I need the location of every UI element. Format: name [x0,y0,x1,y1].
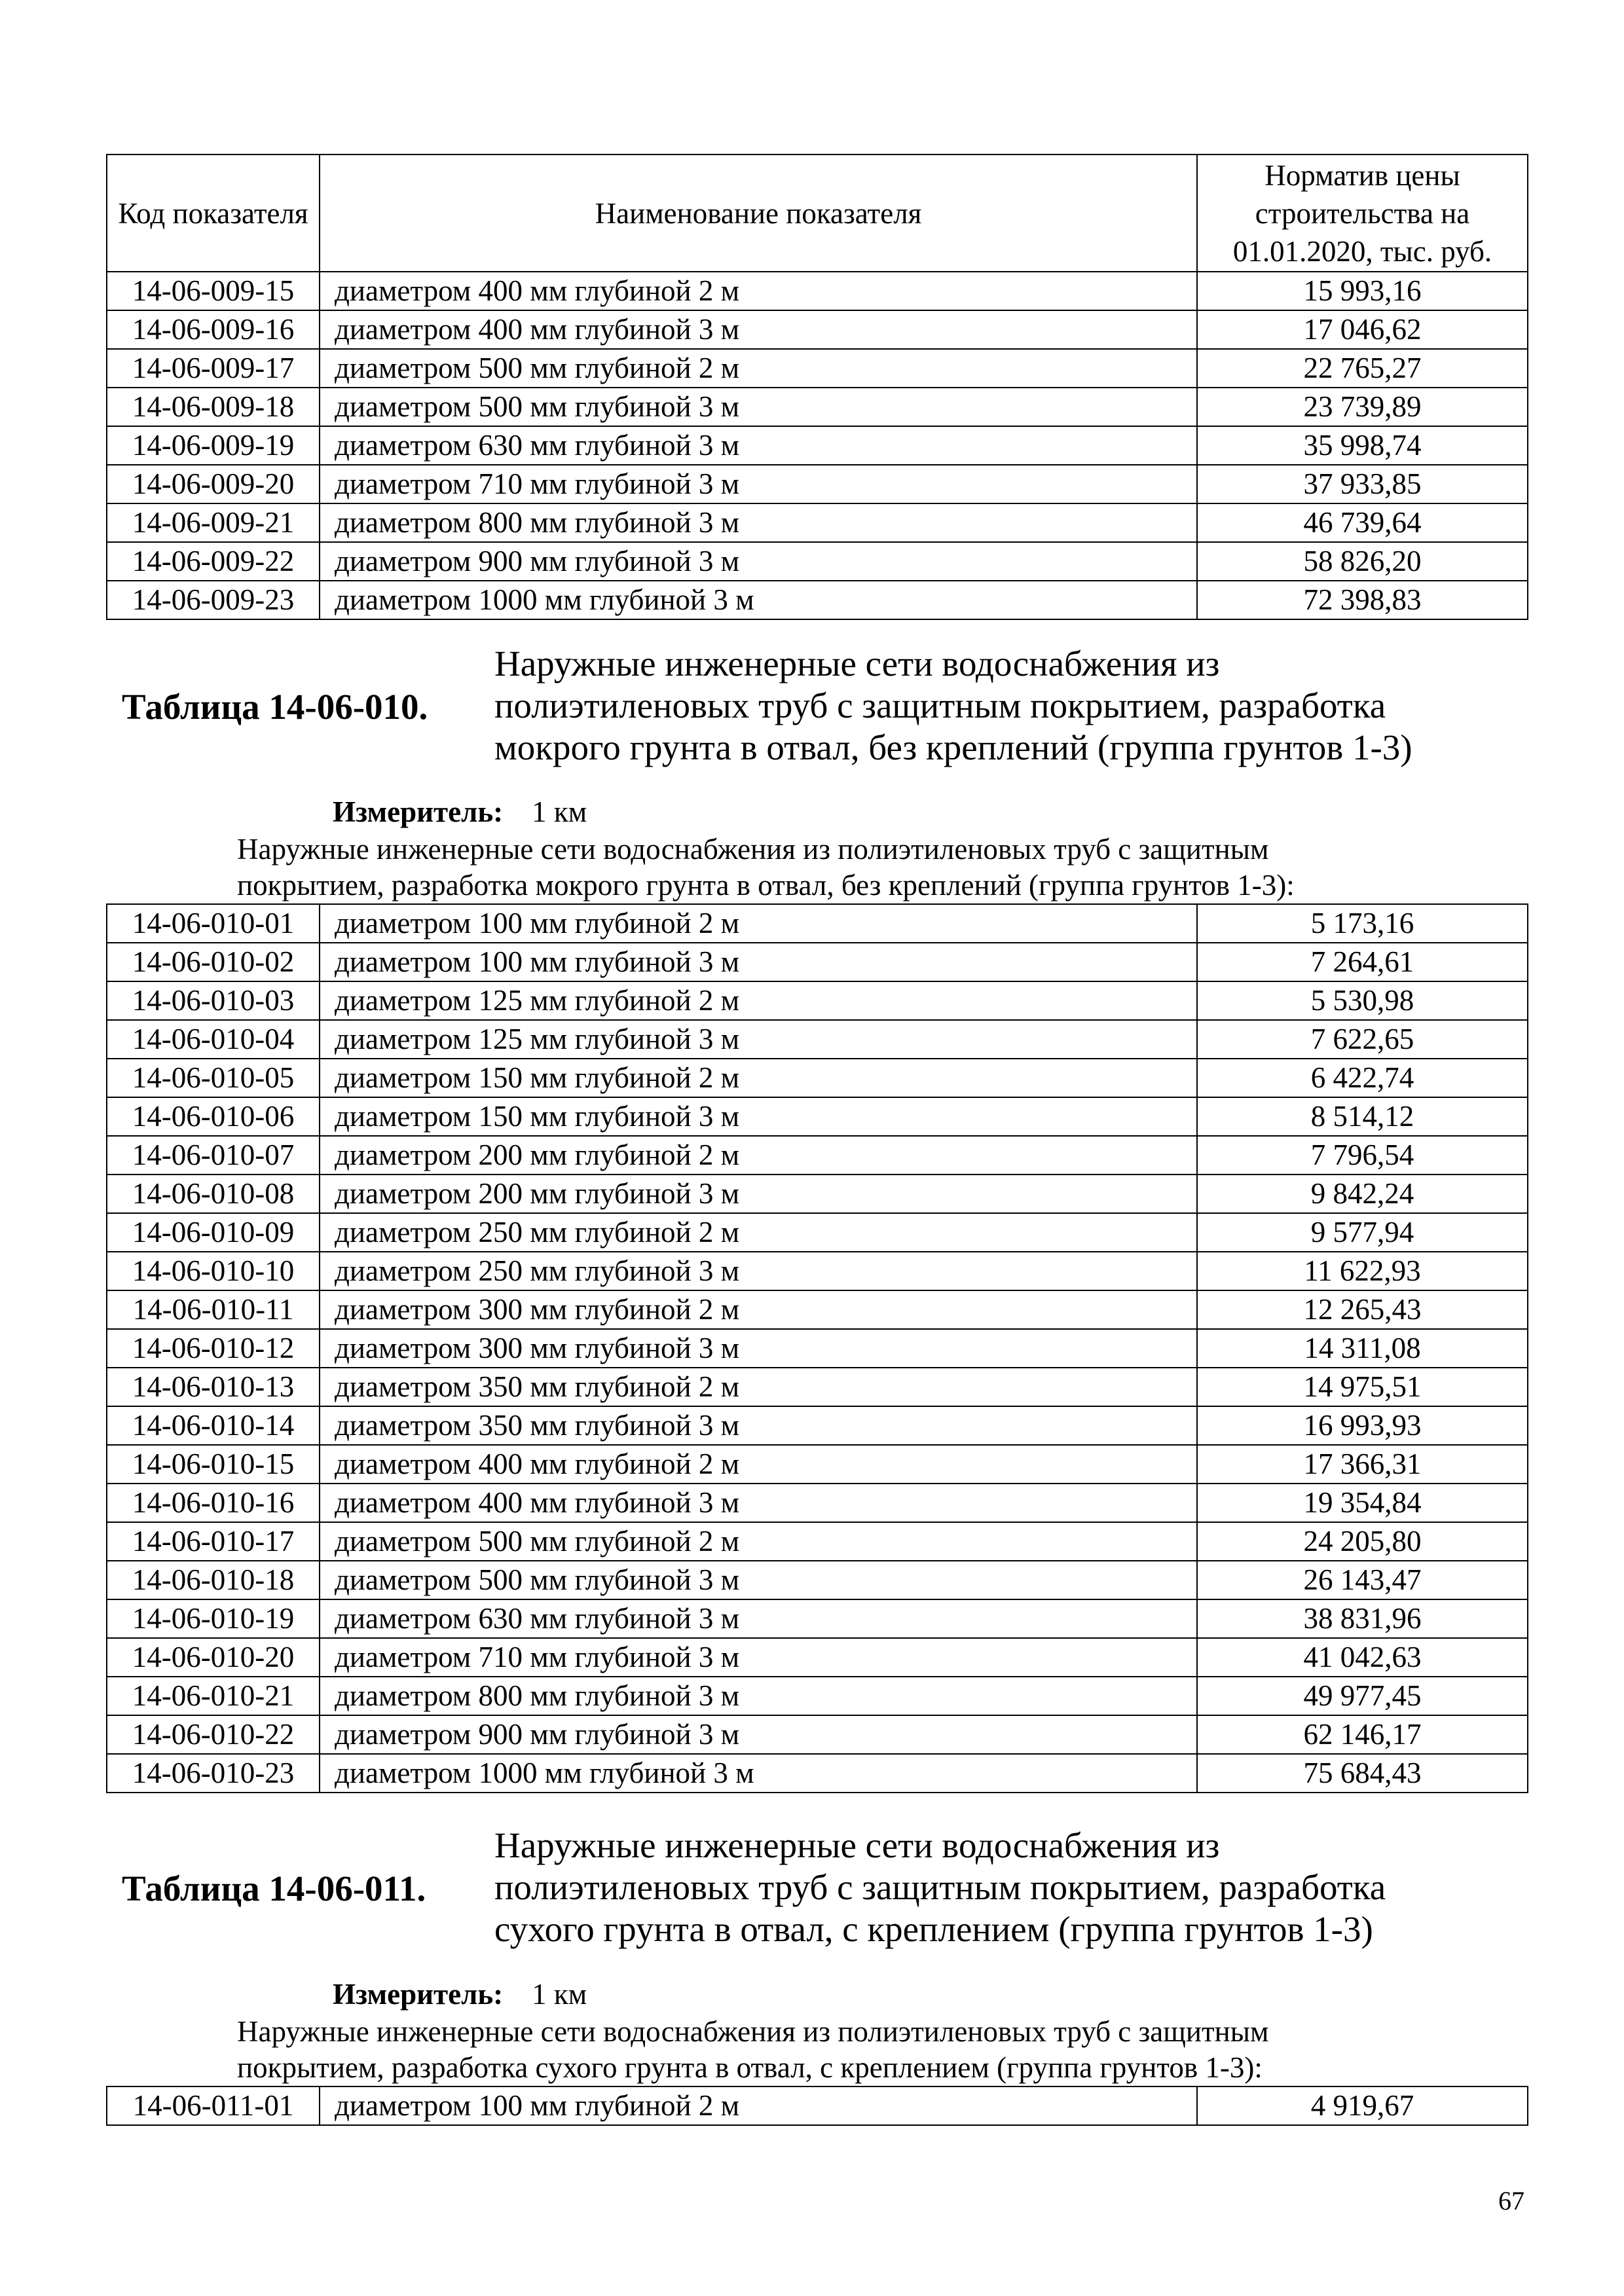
value-cell: 35 998,74 [1197,426,1528,465]
name-cell: диаметром 500 мм глубиной 2 м [320,1522,1197,1561]
name-cell: диаметром 150 мм глубиной 3 м [320,1097,1197,1136]
value-cell: 7 264,61 [1197,943,1528,981]
code-cell: 14-06-010-21 [107,1677,320,1715]
table-row [107,1136,1528,1175]
value-cell: 9 577,94 [1197,1213,1528,1252]
value-cell: 5 173,16 [1197,904,1528,943]
code-cell: 14-06-010-02 [107,943,320,981]
name-cell: диаметром 630 мм глубиной 3 м [320,1599,1197,1638]
name-cell: диаметром 200 мм глубиной 2 м [320,1136,1197,1175]
value-cell: 11 622,93 [1197,1252,1528,1290]
code-cell: 14-06-009-20 [107,465,320,503]
value-cell: 72 398,83 [1197,581,1528,619]
code-cell: 14-06-010-05 [107,1059,320,1097]
code-cell: 14-06-010-18 [107,1561,320,1599]
value-cell: 14 311,08 [1197,1329,1528,1368]
table-14-06-009 [106,154,1528,620]
value-cell: 9 842,24 [1197,1175,1528,1213]
code-cell: 14-06-010-03 [107,981,320,1020]
table-row [107,349,1528,388]
table-row [107,1445,1528,1484]
table-title-14-06-010: Таблица 14-06-010. [122,687,428,727]
value-cell: 24 205,80 [1197,1522,1528,1561]
name-cell: диаметром 500 мм глубиной 3 м [320,1561,1197,1599]
code-cell: 14-06-010-19 [107,1599,320,1638]
name-cell: диаметром 100 мм глубиной 2 м [320,904,1197,943]
table-header-row [107,155,1528,272]
code-cell: 14-06-010-07 [107,1136,320,1175]
table-row [107,1484,1528,1522]
table-row [107,581,1528,619]
name-cell: диаметром 400 мм глубиной 2 м [320,272,1197,310]
header-code: Код показателя [107,155,320,272]
value-cell: 26 143,47 [1197,1561,1528,1599]
code-cell: 14-06-010-08 [107,1175,320,1213]
table-14-06-010 [106,903,1528,1793]
value-cell: 19 354,84 [1197,1484,1528,1522]
value-cell: 22 765,27 [1197,349,1528,388]
name-cell: диаметром 125 мм глубиной 3 м [320,1020,1197,1059]
code-cell: 14-06-010-06 [107,1097,320,1136]
table-row [107,1561,1528,1599]
page-number: 67 [1498,2186,1524,2215]
measure-14-06-011 [333,1977,587,2011]
table-caption-14-06-011: Наружные инженерные сети водоснабжения из полиэтиленовых труб с защитным покрытием, разработка сухого грунта в отвал, с креплением (группа грунтов 1-3) [494,1825,1386,1949]
name-cell: диаметром 630 мм глубиной 3 м [320,426,1197,465]
name-cell: диаметром 1000 мм глубиной 3 м [320,581,1197,619]
code-cell: 14-06-010-12 [107,1329,320,1368]
table-row [107,1677,1528,1715]
name-cell: диаметром 125 мм глубиной 2 м [320,981,1197,1020]
name-cell: диаметром 150 мм глубиной 2 м [320,1059,1197,1097]
table-row [107,1522,1528,1561]
table-caption-14-06-010: Наружные инженерные сети водоснабжения из полиэтиленовых труб с защитным покрытием, разработка мокрого грунта в отвал, без креплений (группа грунтов 1-3) [494,644,1412,767]
value-cell: 16 993,93 [1197,1406,1528,1445]
name-cell: диаметром 800 мм глубиной 3 м [320,1677,1197,1715]
name-cell: диаметром 200 мм глубиной 3 м [320,1175,1197,1213]
code-cell: 14-06-009-18 [107,388,320,426]
table-row [107,981,1528,1020]
value-cell: 7 622,65 [1197,1020,1528,1059]
value-cell: 17 366,31 [1197,1445,1528,1484]
code-cell: 14-06-010-01 [107,904,320,943]
name-cell: диаметром 350 мм глубиной 2 м [320,1368,1197,1406]
code-cell: 14-06-010-22 [107,1715,320,1754]
code-cell: 14-06-010-20 [107,1638,320,1677]
name-cell: диаметром 400 мм глубиной 2 м [320,1445,1197,1484]
name-cell: диаметром 900 мм глубиной 3 м [320,1715,1197,1754]
value-cell: 37 933,85 [1197,465,1528,503]
name-cell: диаметром 300 мм глубиной 3 м [320,1329,1197,1368]
code-cell: 14-06-010-15 [107,1445,320,1484]
value-cell: 49 977,45 [1197,1677,1528,1715]
value-cell: 14 975,51 [1197,1368,1528,1406]
table-row [107,1290,1528,1329]
measure-value: 1 км [532,795,587,828]
value-cell: 12 265,43 [1197,1290,1528,1329]
value-cell: 15 993,16 [1197,272,1528,310]
code-cell: 14-06-010-10 [107,1252,320,1290]
table-row [107,1252,1528,1290]
table-row [107,1754,1528,1793]
table-row [107,465,1528,503]
name-cell: диаметром 500 мм глубиной 3 м [320,388,1197,426]
name-cell: диаметром 500 мм глубиной 2 м [320,349,1197,388]
table-row [107,1059,1528,1097]
code-cell: 14-06-009-23 [107,581,320,619]
value-cell: 5 530,98 [1197,981,1528,1020]
name-cell: диаметром 900 мм глубиной 3 м [320,542,1197,581]
code-cell: 14-06-010-04 [107,1020,320,1059]
name-cell: диаметром 710 мм глубиной 3 м [320,1638,1197,1677]
table-row [107,943,1528,981]
name-cell: диаметром 400 мм глубиной 3 м [320,310,1197,349]
value-cell: 23 739,89 [1197,388,1528,426]
value-cell: 75 684,43 [1197,1754,1528,1793]
value-cell: 6 422,74 [1197,1059,1528,1097]
code-cell: 14-06-010-23 [107,1754,320,1793]
table-row [107,1020,1528,1059]
code-cell: 14-06-011-01 [107,2086,320,2125]
value-cell: 7 796,54 [1197,1136,1528,1175]
code-cell: 14-06-010-13 [107,1368,320,1406]
table-row [107,904,1528,943]
code-cell: 14-06-009-19 [107,426,320,465]
table-row [107,1213,1528,1252]
value-cell: 62 146,17 [1197,1715,1528,1754]
table-row [107,1406,1528,1445]
table-row [107,1097,1528,1136]
name-cell: диаметром 250 мм глубиной 2 м [320,1213,1197,1252]
value-cell: 38 831,96 [1197,1599,1528,1638]
name-cell: диаметром 710 мм глубиной 3 м [320,465,1197,503]
code-cell: 14-06-010-14 [107,1406,320,1445]
table-14-06-011 [106,2086,1528,2126]
table-row [107,272,1528,310]
code-cell: 14-06-009-16 [107,310,320,349]
name-cell: диаметром 400 мм глубиной 3 м [320,1484,1197,1522]
measure-label: Измеритель: [333,1978,504,2011]
value-cell: 58 826,20 [1197,542,1528,581]
table-row [107,426,1528,465]
table-row [107,1175,1528,1213]
code-cell: 14-06-009-22 [107,542,320,581]
table-row [107,1638,1528,1677]
table-title-14-06-011: Таблица 14-06-011. [122,1868,426,1908]
code-cell: 14-06-009-21 [107,503,320,542]
subcaption-14-06-011: Наружные инженерные сети водоснабжения из полиэтиленовых труб с защитным покрытием, разработка сухого грунта в отвал, с креплением (группа грунтов 1-3): [237,2015,1269,2084]
name-cell: диаметром 800 мм глубиной 3 м [320,503,1197,542]
table-row [107,1329,1528,1368]
table-row [107,1368,1528,1406]
name-cell: диаметром 300 мм глубиной 2 м [320,1290,1197,1329]
name-cell: диаметром 250 мм глубиной 3 м [320,1252,1197,1290]
table-row [107,542,1528,581]
value-cell: 8 514,12 [1197,1097,1528,1136]
table-row [107,388,1528,426]
table-row [107,1599,1528,1638]
code-cell: 14-06-009-17 [107,349,320,388]
name-cell: диаметром 100 мм глубиной 3 м [320,943,1197,981]
code-cell: 14-06-010-17 [107,1522,320,1561]
value-cell: 17 046,62 [1197,310,1528,349]
header-name: Наименование показателя [320,155,1197,272]
name-cell: диаметром 350 мм глубиной 3 м [320,1406,1197,1445]
subcaption-14-06-010: Наружные инженерные сети водоснабжения из полиэтиленовых труб с защитным покрытием, разработка мокрого грунта в отвал, без креплений (группа грунтов 1-3): [237,833,1295,902]
value-cell: 4 919,67 [1197,2086,1528,2125]
table-row [107,503,1528,542]
measure-14-06-010 [333,795,587,829]
code-cell: 14-06-010-09 [107,1213,320,1252]
code-cell: 14-06-010-16 [107,1484,320,1522]
code-cell: 14-06-009-15 [107,272,320,310]
code-cell: 14-06-010-11 [107,1290,320,1329]
name-cell: диаметром 1000 мм глубиной 3 м [320,1754,1197,1793]
value-cell: 41 042,63 [1197,1638,1528,1677]
table-row [107,2086,1528,2125]
table-row [107,310,1528,349]
header-price: Норматив цены строительства на 01.01.2020, тыс. руб. [1197,155,1528,272]
value-cell: 46 739,64 [1197,503,1528,542]
table-row [107,1715,1528,1754]
name-cell: диаметром 100 мм глубиной 2 м [320,2086,1197,2125]
measure-label: Измеритель: [333,795,504,828]
measure-value: 1 км [532,1978,587,2011]
